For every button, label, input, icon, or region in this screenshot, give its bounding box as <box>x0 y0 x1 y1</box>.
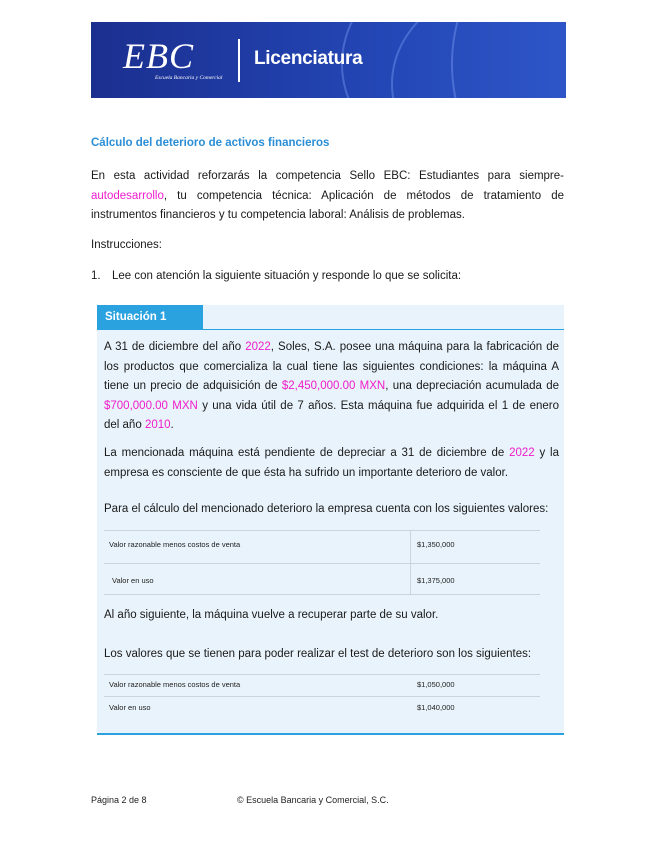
p1-price-highlight: $2,450,000.00 MXN <box>281 380 386 392</box>
page-number: Página 2 de 8 <box>91 795 147 805</box>
banner-divider <box>238 39 240 82</box>
table-cell-label: Valor razonable menos costos de venta <box>109 680 241 689</box>
situation-tab-line <box>97 329 564 330</box>
instructions-label: Instrucciones: <box>91 239 162 251</box>
p2-text: La mencionada máquina está pendiente de depreciar a 31 de diciembre de <box>104 447 510 459</box>
table-cell-label: Valor en uso <box>109 703 151 712</box>
situation-paragraph-5: Los valores que se tienen para poder realizar el test de deterioro son los siguientes: <box>104 648 532 660</box>
table-row <box>104 697 540 718</box>
p1-depreciation-highlight: $700,000.00 MXN <box>104 399 198 412</box>
intro-paragraph <box>91 167 564 226</box>
situation-paragraph-1 <box>104 338 559 436</box>
situation-paragraph-3: Para el cálculo del mencionado deterioro la empresa cuenta con los siguientes valores: <box>104 503 549 515</box>
p2-year-highlight: 2022 <box>509 447 535 459</box>
banner-decoration <box>451 22 566 98</box>
situation-paragraph-2 <box>104 444 559 483</box>
p2-text: y la empresa es consciente de que ésta ha sufrido un importante deterioro de valor. <box>104 447 560 479</box>
table-cell-label: Valor razonable menos costos de venta <box>109 540 241 549</box>
p1-year2-highlight: 2010 <box>144 419 171 431</box>
table-cell-value: $1,050,000 <box>417 680 455 689</box>
p1-text: , una depreciación acumulada de <box>385 380 560 392</box>
p1-text: A 31 de diciembre del año <box>104 341 246 353</box>
footer-copyright: © Escuela Bancaria y Comercial, S.C. <box>237 795 389 805</box>
table-divider <box>410 564 411 594</box>
table-cell-label: Valor en uso <box>112 576 154 585</box>
table-cell-value: $1,040,000 <box>417 703 455 712</box>
table-cell-value: $1,350,000 <box>417 540 455 549</box>
situation-paragraph-4: Al año siguiente, la máquina vuelve a recuperar parte de su valor. <box>104 609 439 621</box>
list-text: Lee con atención la siguiente situación y responde lo que se solicita: <box>112 270 462 282</box>
p1-text: , Soles, S.A. posee una máquina para la fabricación de los productos que comercializa la cual tiene las siguientes condiciones: la máquina A tiene un precio de adquisición de <box>104 341 559 392</box>
intro-text: En esta actividad reforzarás la competencia Sello EBC: Estudiantes para siempre- <box>91 170 564 182</box>
table-row <box>104 530 540 564</box>
p1-year-highlight: 2022 <box>245 341 271 353</box>
ebc-logo: EBC <box>123 36 194 76</box>
document-heading: Cálculo del deterioro de activos financieros <box>91 137 330 149</box>
intro-highlight: autodesarrollo <box>91 189 164 202</box>
values-table-1 <box>104 530 540 595</box>
p1-text: . <box>170 419 174 431</box>
list-item <box>91 270 461 282</box>
banner-title: Licenciatura <box>254 48 363 69</box>
table-row <box>104 564 540 595</box>
table-divider <box>410 531 411 563</box>
p1-text: y una vida útil de 7 años. Esta máquina fue adquirida el 1 de enero del año <box>104 399 559 431</box>
table-row <box>104 674 540 697</box>
header-banner <box>91 22 566 98</box>
ebc-logo-subtitle: Escuela Bancaria y Comercial <box>155 75 223 81</box>
situation-tab: Situación 1 <box>97 305 203 330</box>
intro-text: , tu competencia técnica: Aplicación de métodos de tratamiento de instrumentos financieros y tu competencia laboral: Análisis de problemas. <box>91 189 564 221</box>
values-table-2 <box>104 674 540 718</box>
list-number: 1. <box>91 270 101 282</box>
table-cell-value: $1,375,000 <box>417 576 455 585</box>
